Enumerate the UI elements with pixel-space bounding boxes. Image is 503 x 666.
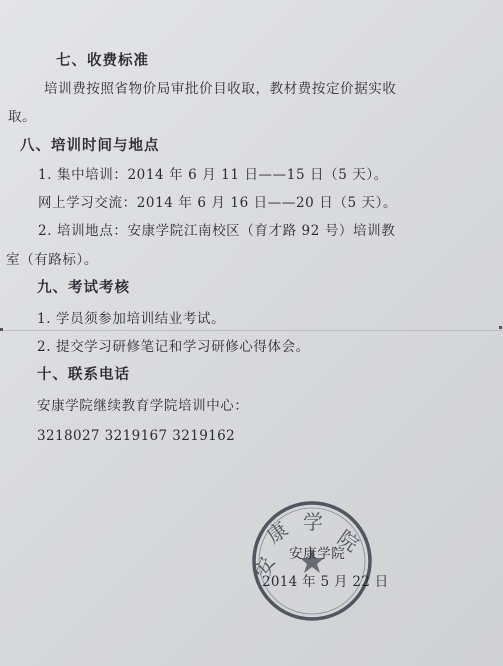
section-9-item-2: 2. 提交学习研修笔记和学习研修心得体会。 [37,339,310,355]
section-9-heading: 九、考试考核 [37,280,130,296]
section-8-item-2b: 室（有路标）。 [6,252,98,268]
contact-organization: 安康学院继续教育学院培训中心： [37,398,249,414]
section-7-text-line-1: 培训费按照省物价局审批价目收取，教材费按定价据实收 [44,81,397,97]
contact-phone-numbers: 3218027 3219167 3219162 [37,428,236,444]
svg-text:学: 学 [303,510,323,534]
punch-mark [499,326,502,329]
signature-date: 2014 年 5 月 22 日 [262,574,389,590]
section-8-item-1: 1. 集中培训：2014 年 6 月 11 日——15 日（5 天）。 [38,167,388,183]
section-9-item-1: 1. 学员须参加培训结业考试。 [37,311,226,327]
punch-mark [0,328,3,331]
svg-text:院: 院 [333,525,364,557]
section-10-heading: 十、联系电话 [37,367,130,383]
fold-line [0,330,503,331]
svg-text:安: 安 [250,553,280,581]
section-8-heading: 八、培训时间与地点 [20,138,160,154]
section-8-item-2: 2. 培训地点：安康学院江南校区（育才路 92 号）培训教 [38,223,396,239]
svg-text:康: 康 [262,516,293,549]
section-8-item-1b: 网上学习交流：2014 年 6 月 16 日——20 日（5 天）。 [38,195,398,211]
section-7-text-line-2: 取。 [8,109,37,125]
signature-organization: 安康学院 [289,546,346,562]
section-7-heading: 七、收费标准 [56,53,149,69]
